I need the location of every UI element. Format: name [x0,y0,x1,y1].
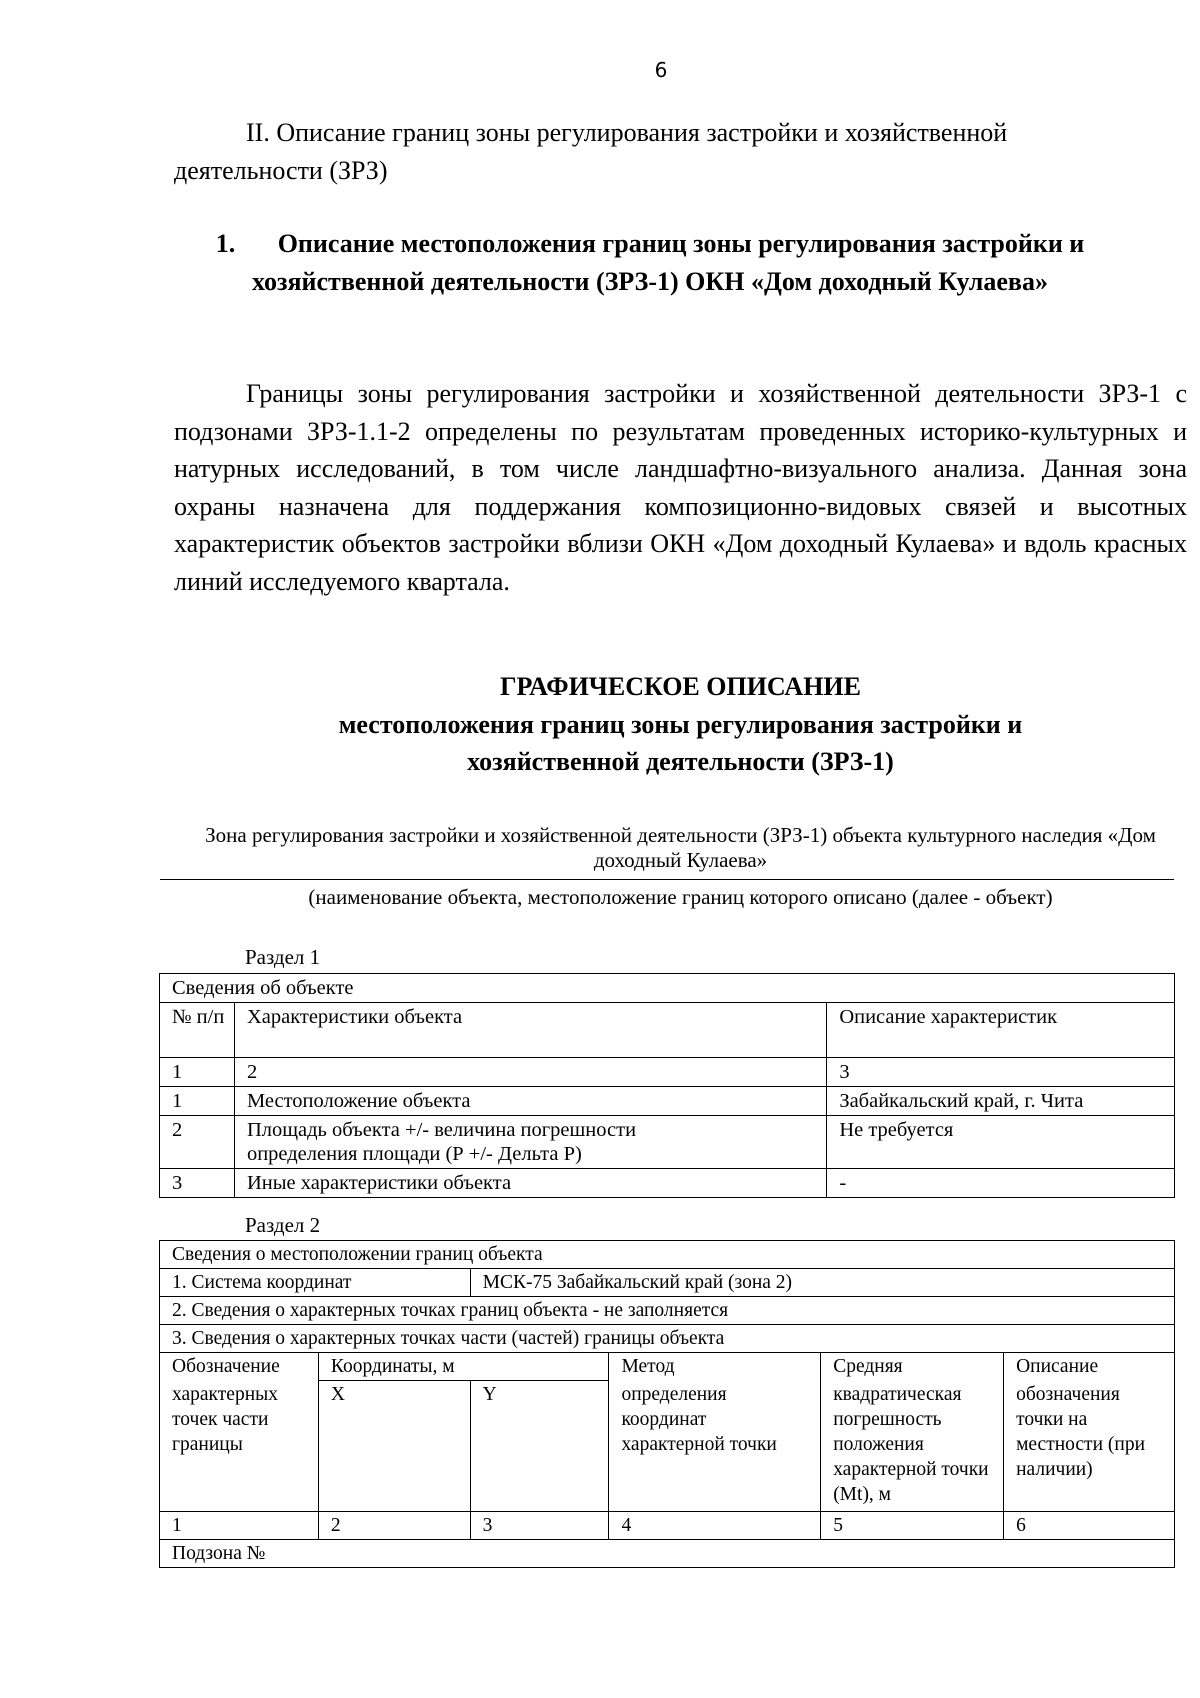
page-number: 6 [654,58,668,82]
subzone-label: Подзона № [160,1539,1175,1567]
table-cell: Иные характеристики объекта [234,1169,826,1198]
coord-system-label: 1. Система координат [160,1269,471,1297]
table-cell: Забайкальский край, г. Чита [827,1087,1175,1116]
table-cell: 2 [318,1511,470,1539]
razdel-2-label: Раздел 2 [245,1213,321,1237]
table-cell: 2 [234,1058,826,1087]
table-row [160,1169,1175,1198]
table-cell: 1 [160,1058,235,1087]
table-cell: Не требуется [827,1116,1175,1169]
col-header: Метод [609,1353,821,1381]
table-row [160,1325,1175,1353]
col-header: Описание характеристик [827,1003,1175,1058]
table-cell: 3 [160,1169,235,1198]
coord-system-value: МСК-75 Забайкальский край (зона 2) [470,1269,1174,1297]
col-header: № п/п [160,1003,235,1058]
table-cell: - [827,1169,1175,1198]
col-header: квадратическая погрешность положения характерной точки (Mt), м [821,1381,1004,1512]
table-cell: 3 [827,1058,1175,1087]
table-row [160,1269,1175,1297]
table-cell: 3. Сведения о характерных точках части (частей) границы объекта [160,1325,1175,1353]
table-cell: 3 [470,1511,609,1539]
table-cell: 1 [160,1087,235,1116]
object-caption: (наименование объекта, местоположение границ которого описано (далее - объект) [308,885,1053,909]
table-cell: 2 [160,1116,235,1169]
subsection-number: 1. [215,229,236,258]
table-row [160,1297,1175,1325]
col-header: определения координат характерной точки [609,1381,821,1512]
table-row [160,1058,1175,1087]
table-row [160,1381,1175,1512]
col-header: Средняя [821,1353,1004,1381]
table-row [160,1511,1175,1539]
table-header-row [160,974,1175,1003]
section-heading: II. Описание границ зоны регулирования застройки и хозяйственной деятельности (ЗРЗ) [174,118,1008,185]
table-cell: Местоположение объекта [234,1087,826,1116]
table-cell: 4 [609,1511,821,1539]
col-header: Характеристики объекта [234,1003,826,1058]
object-name: Зона регулирования застройки и хозяйственной деятельности (ЗРЗ-1) объекта культурного наследия «Дом доходный Кулаева» [205,823,1156,872]
table-cell: 2. Сведения о характерных точках границ объекта - не заполняется [160,1297,1175,1325]
table-row [160,1116,1175,1169]
subsection-heading [180,225,1120,300]
table-cell: 6 [1004,1511,1175,1539]
graphic-title: ГРАФИЧЕСКОЕ ОПИСАНИЕ [500,672,861,701]
table-header-row [160,1241,1175,1269]
object-name-underline [160,879,1174,880]
col-header: Координаты, м [318,1353,609,1381]
col-header: X [318,1381,470,1512]
subsection-title: Описание местоположения границ зоны регулирования застройки и хозяйственной деятельности (ЗРЗ-1) ОКН «Дом доходный Кулаева» [252,229,1085,296]
table-cell: 5 [821,1511,1004,1539]
table-row [160,1539,1175,1567]
body-paragraph: Границы зоны регулирования застройки и хозяйственной деятельности ЗРЗ-1 с подзонами ЗРЗ-1.1-2 определены по результатам проведенных историко-культурных и натурных исследований, в том числе ландшафтно-визуального анализа. Данная зона охраны назначена для поддержания композиционно-видовых связей и высотных характеристик объектов застройки вблизи ОКН «Дом доходный Кулаева» и вдоль красных линий исследуемого квартала. [174,379,1187,596]
col-header: Y [470,1381,609,1512]
table-row [160,1353,1175,1381]
table-title: Сведения о местоположении границ объекта [160,1241,1175,1269]
table-title: Сведения об объекте [160,974,1175,1003]
table-cell: 1 [160,1511,319,1539]
col-header: Обозначение [160,1353,319,1381]
razdel-1-label: Раздел 1 [245,945,321,969]
col-header: Описание [1004,1353,1175,1381]
table-cell: Площадь объекта +/- величина погрешности определения площади (Р +/- Дельта Р) [234,1116,826,1169]
col-header: обозначения точки на местности (при наличии) [1004,1381,1175,1512]
graphic-subtitle: местоположения границ зоны регулирования застройки и хозяйственной деятельности (ЗРЗ-1) [338,709,1023,776]
col-header: характерных точек части границы [160,1381,319,1512]
object-info-table [159,973,1175,1198]
table-row [160,1087,1175,1116]
table-row [160,1003,1175,1058]
graphic-description-title [174,668,1187,781]
boundary-info-table [159,1240,1175,1568]
